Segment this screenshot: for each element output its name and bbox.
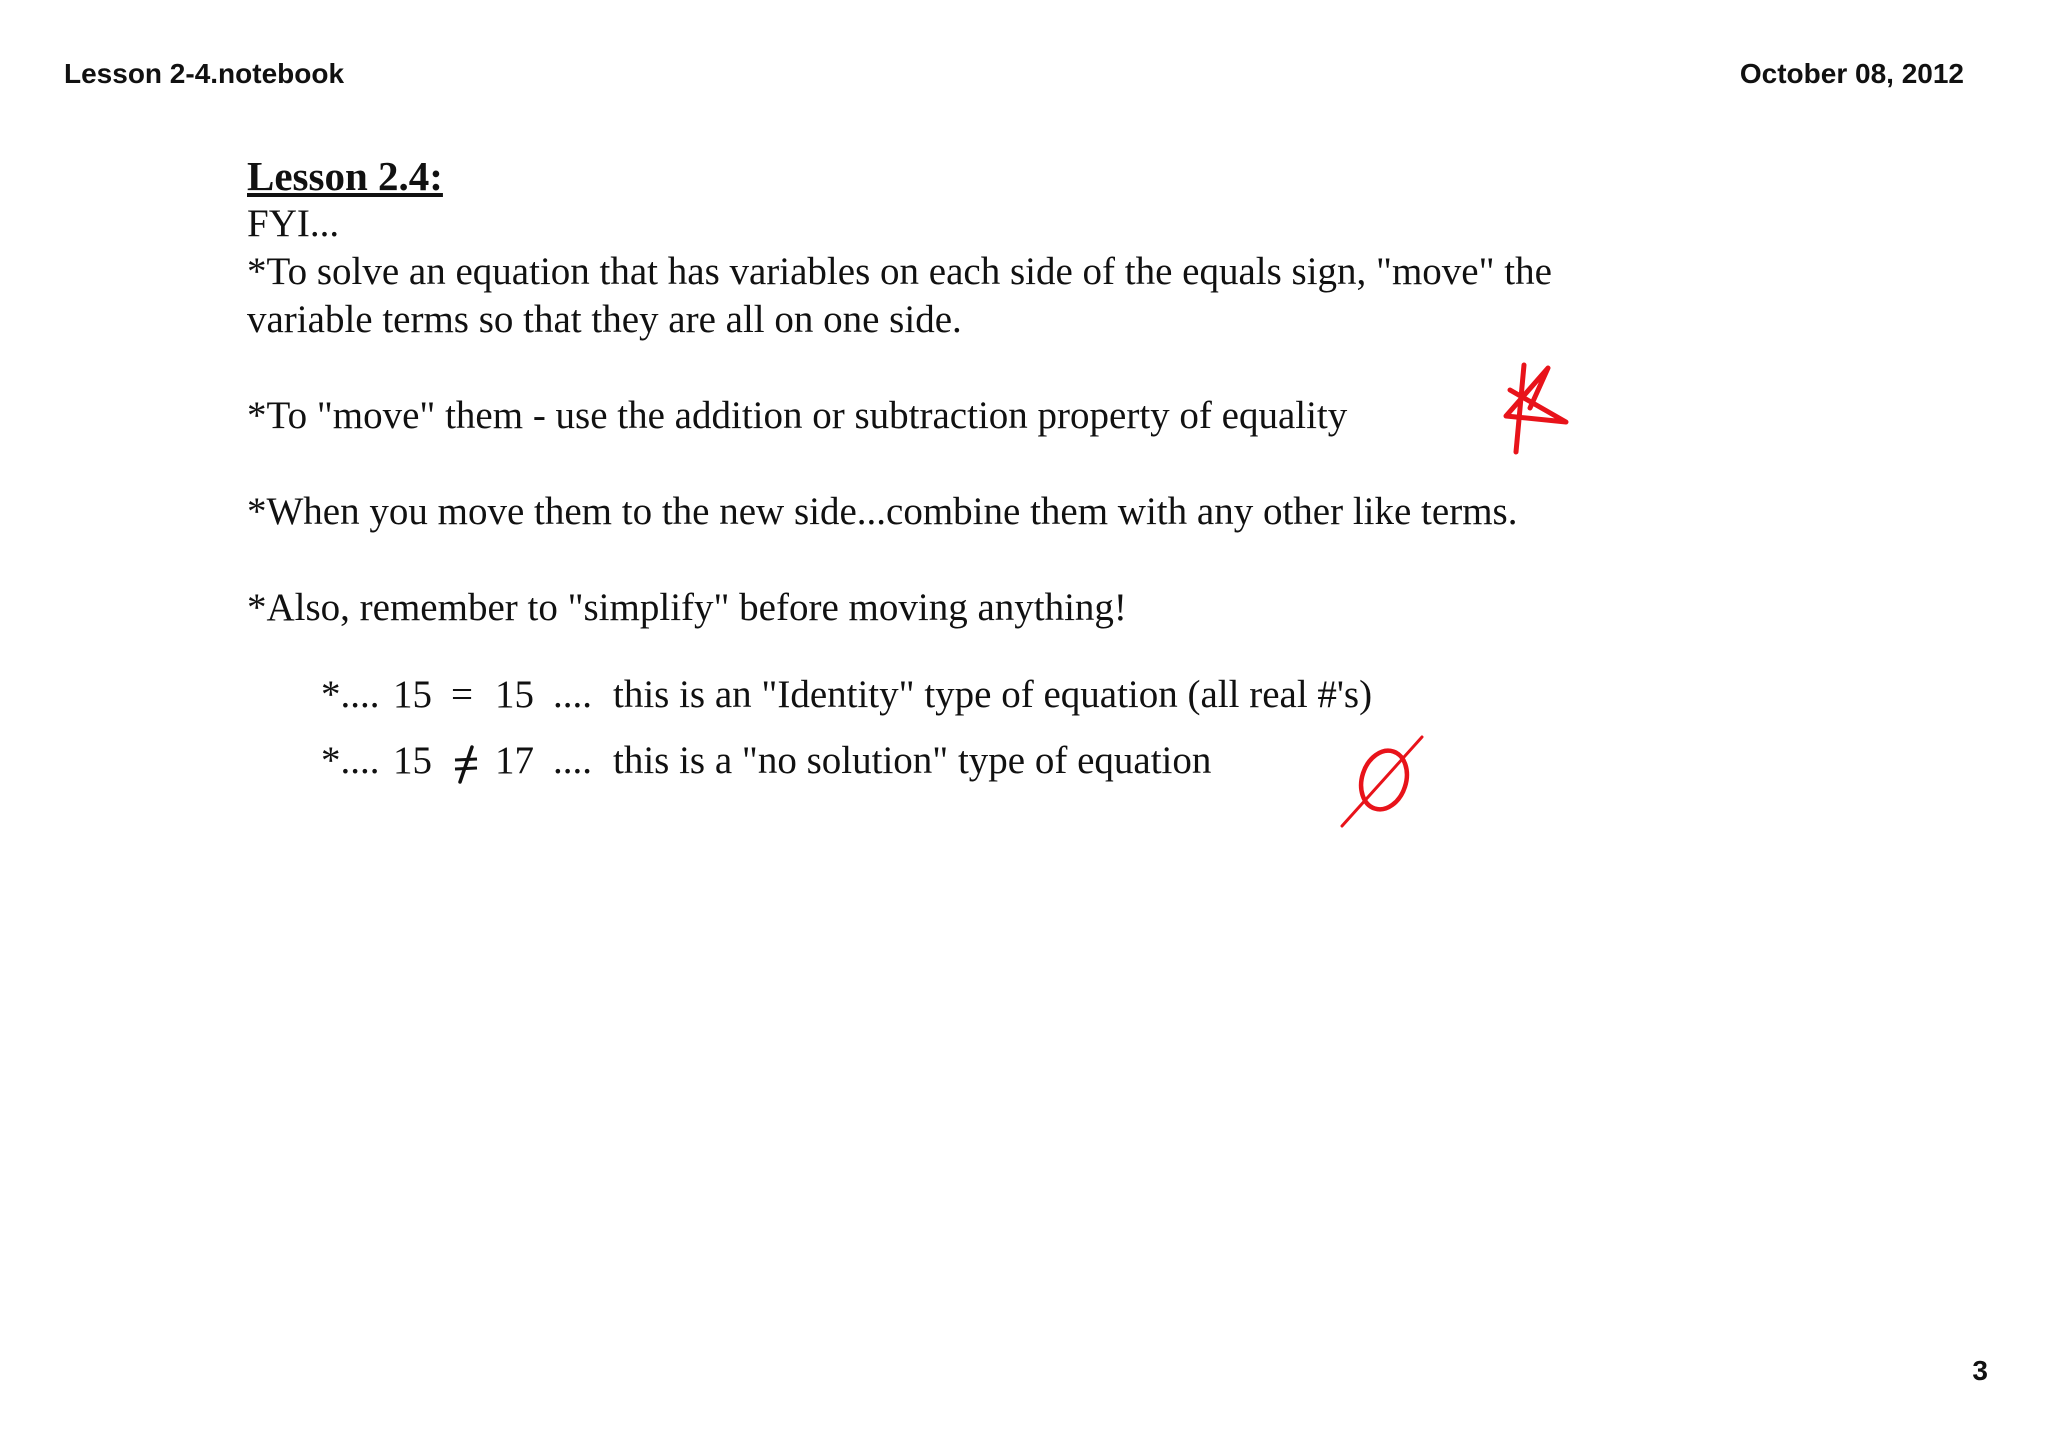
note-solve-line-2: variable terms so that they are all on one side. (247, 298, 962, 341)
example-right-value: 15 (495, 673, 534, 716)
handwritten-empty-set-icon (1334, 734, 1434, 830)
example-identity (321, 662, 1747, 728)
equals-sign: = (451, 673, 473, 716)
not-equal-icon (451, 744, 481, 784)
example-prefix: *.... (321, 673, 380, 716)
page-number: 3 (1972, 1355, 1988, 1386)
document-date: October 08, 2012 (1739, 58, 1964, 89)
example-left-value: 15 (393, 673, 432, 716)
note-move: *To "move" them - use the addition or subtraction property of equality (247, 394, 1348, 437)
handwritten-star-icon (1490, 360, 1580, 460)
example-description: this is an "Identity" type of equation (all real #'s) (613, 673, 1373, 716)
document-title: Lesson 2-4.notebook (64, 58, 345, 89)
example-description: this is a "no solution" type of equation (613, 739, 1212, 782)
example-left-value: 15 (393, 739, 432, 782)
note-solve-line-1: *To solve an equation that has variables on each side of the equals sign, "move" the (247, 250, 1552, 293)
note-simplify: *Also, remember to "simplify" before moving anything! (247, 586, 1127, 629)
lesson-content (247, 152, 1747, 794)
example-dots: .... (553, 673, 592, 716)
example-dots: .... (553, 739, 592, 782)
note-combine: *When you move them to the new side...combine them with any other like terms. (247, 490, 1518, 533)
lesson-intro: FYI... (247, 202, 340, 245)
example-prefix: *.... (321, 739, 380, 782)
example-no-solution (321, 728, 1747, 794)
example-right-value: 17 (495, 739, 534, 782)
lesson-title: Lesson 2.4: (247, 153, 443, 199)
not-equal-sign (451, 728, 495, 794)
